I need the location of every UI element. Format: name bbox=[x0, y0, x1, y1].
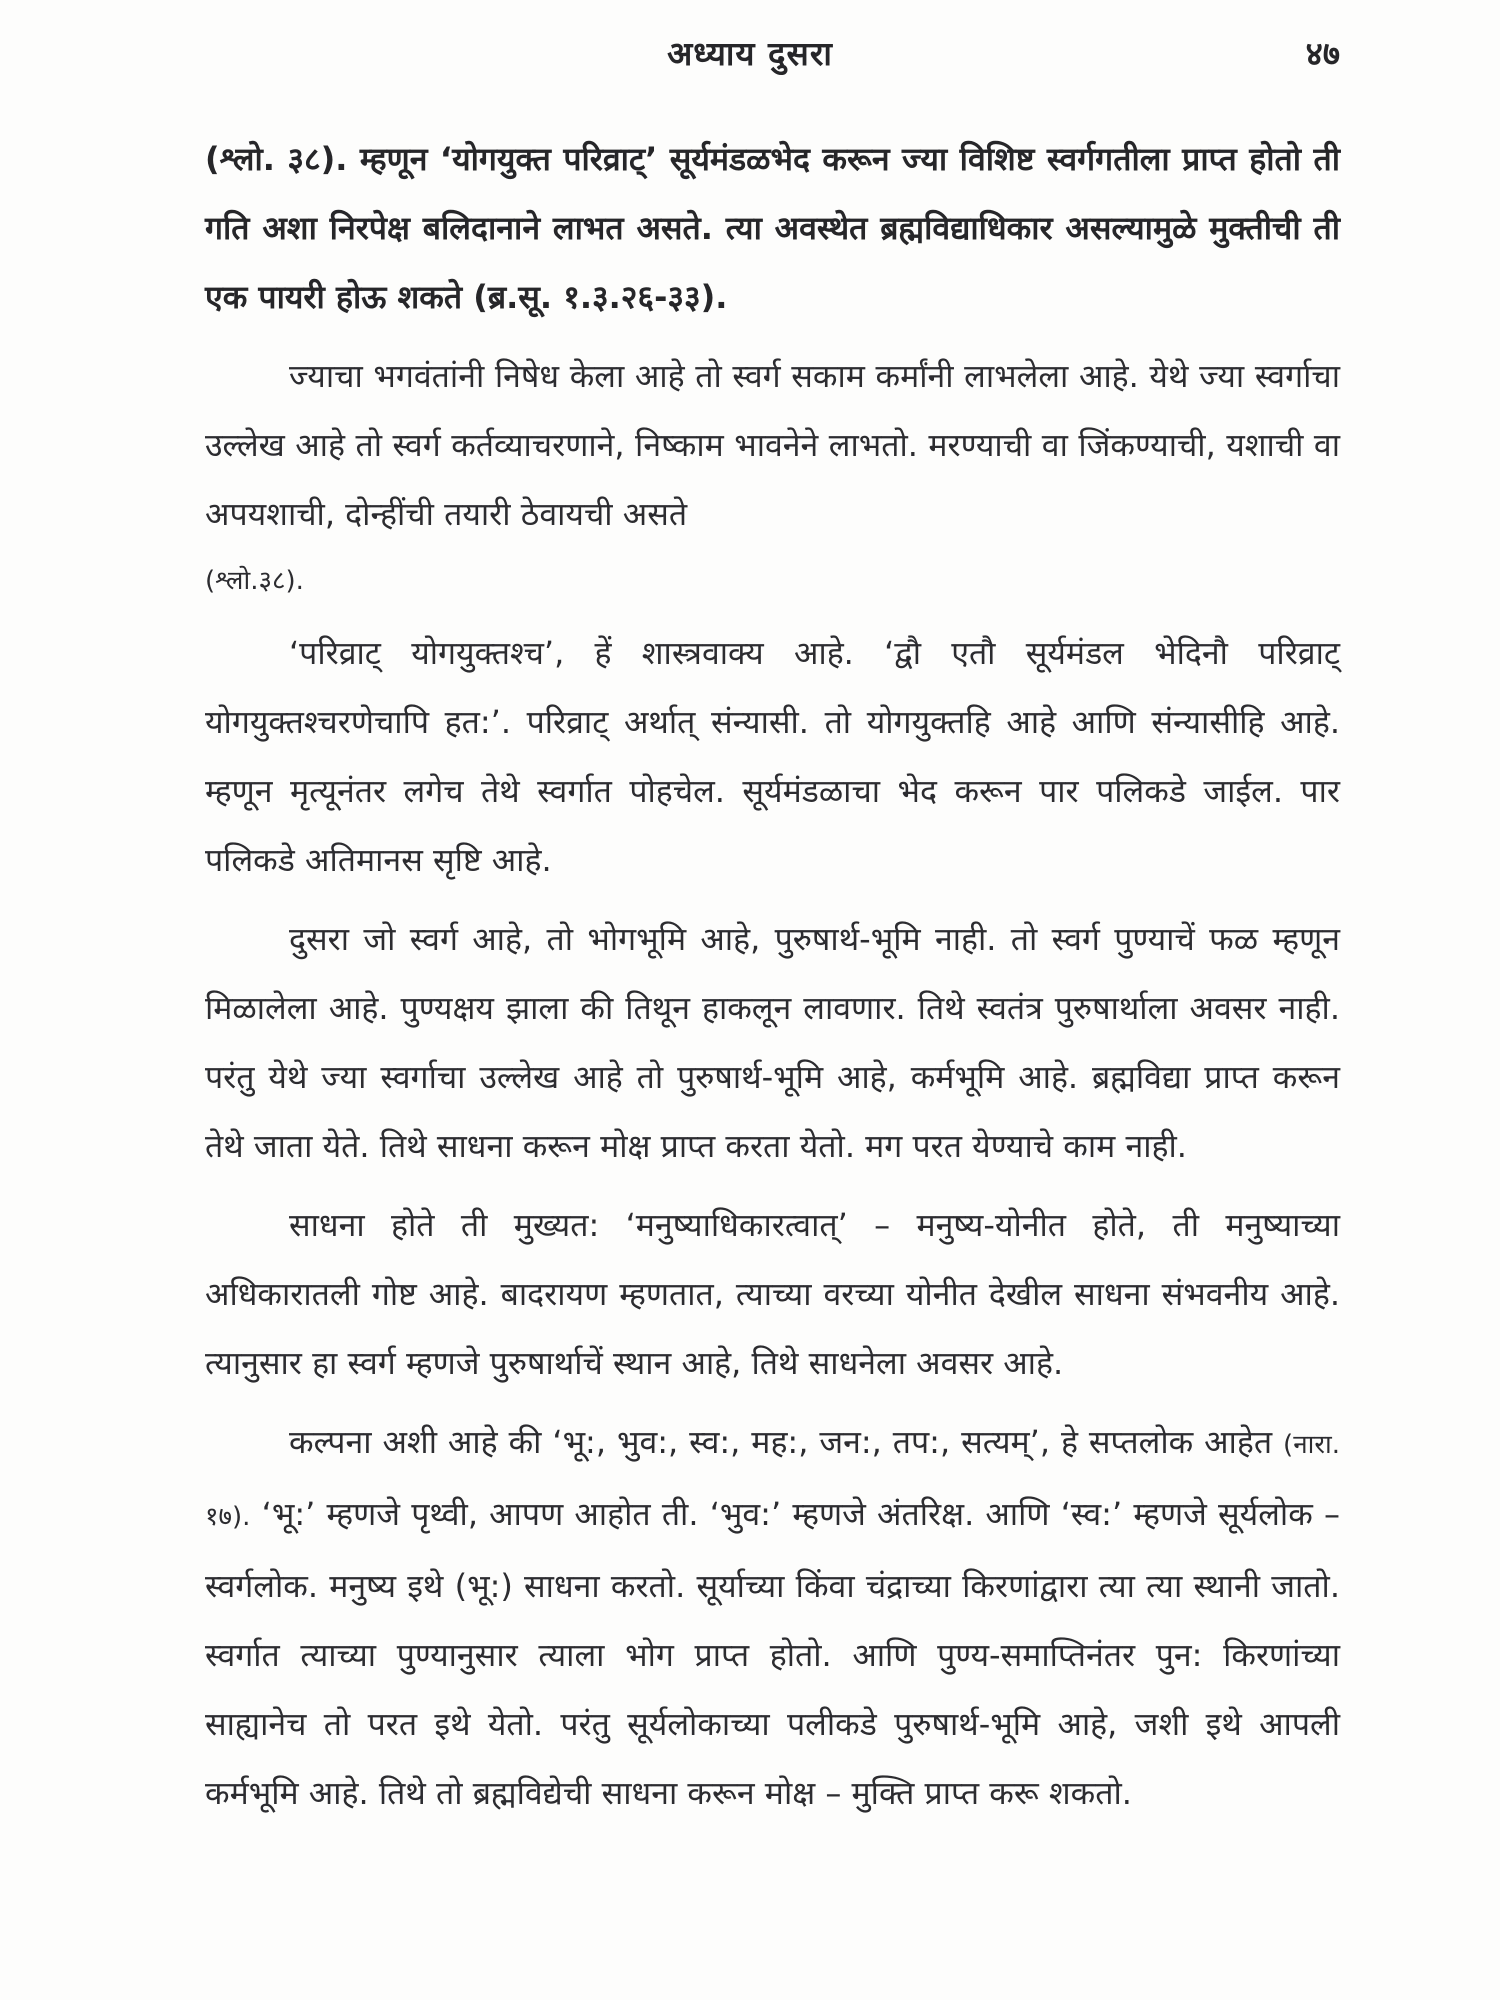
paragraph-4: दुसरा जो स्वर्ग आहे, तो भोगभूमि आहे, पुरुषार्थ-भूमि नाही. तो स्वर्ग पुण्याचें फळ म्हणून मिळालेला आहे. पुण्यक्षय झाला की तिथून हाकलून लावणार. तिथे स्वतंत्र पुरुषार्थाला अवसर नाही. परंतु येथे ज्या स्वर्गाचा उल्लेख आहे तो पुरुषार्थ-भूमि आहे, कर्मभूमि आहे. ब्रह्मविद्या प्राप्त करून तेथे जाता येते. तिथे साधना करून मोक्ष प्राप्त करता येतो. मग परत येण्याचे काम नाही. bbox=[205, 920, 1340, 1165]
running-title: अध्याय दुसरा bbox=[667, 34, 833, 73]
page-header bbox=[0, 30, 1500, 90]
paragraph-5: साधना होते ती मुख्यत: ‘मनुष्याधिकारत्वात्’ – मनुष्य-योनीत होते, ती मनुष्याच्या अधिकारातली गोष्ट आहे. बादरायण म्हणतात, त्याच्या वरच्या योनीत देखील साधना संभवनीय आहे. त्यानुसार हा स्वर्ग म्हणजे पुरुषार्थाचें स्थान आहे, तिथे साधनेला अवसर आहे. bbox=[205, 1206, 1340, 1382]
paragraph-6-reference: (नारा. १७). bbox=[205, 1430, 1340, 1532]
paragraph-3: ‘परिव्राट् योगयुक्तश्च’, हें शास्त्रवाक्य आहे. ‘द्वौ एतौ सूर्यमंडल भेदिनौ परिव्राट् योगयुक्तश्चरणेचापि हत:’. परिव्राट् अर्थात् संन्यासी. तो योगयुक्तहि आहे आणि संन्यासीहि आहे. म्हणून मृत्यूनंतर लगेच तेथे स्वर्गात पोहचेल. सूर्यमंडळाचा भेद करून पार पलिकडे जाईल. पार पलिकडे अतिमानस सृष्टि आहे. bbox=[205, 634, 1340, 879]
body-text bbox=[205, 125, 1340, 1838]
paragraph-6 bbox=[205, 1408, 1340, 1828]
page-number: ४७ bbox=[1305, 34, 1340, 73]
paragraph-6-start: कल्पना अशी आहे की ‘भू:, भुव:, स्व:, मह:, जन:, तप:, सत्यम्’, हे सप्तलोक आहेत bbox=[289, 1423, 1273, 1461]
paragraph-6-end: ‘भू:’ म्हणजे पृथ्वी, आपण आहोत ती. ‘भुव:’ म्हणजे अंतरिक्ष. आणि ‘स्व:’ म्हणजे सूर्यलोक – स्वर्गलोक. मनुष्य इथे (भू:) साधना करतो. सूर्याच्या किंवा चंद्राच्या किरणांद्वारा त्या त्या स्थानी जातो. स्वर्गात त्याच्या पुण्यानुसार त्याला भोग प्राप्त होतो. आणि पुण्य-समाप्तिनंतर पुन: किरणांच्या साह्यानेच तो परत इथे येतो. परंतु सूर्यलोकाच्या पलीकडे पुरुषार्थ-भूमि आहे, जशी इथे आपली कर्मभूमि आहे. तिथे तो ब्रह्मविद्येची साधना करून मोक्ष – मुक्ति प्राप्त करू शकतो. bbox=[205, 1495, 1340, 1812]
paragraph-2: ज्याचा भगवंतांनी निषेध केला आहे तो स्वर्ग सकाम कर्मांनी लाभलेला आहे. येथे ज्या स्वर्गाचा उल्लेख आहे तो स्वर्ग कर्तव्याचरणाने, निष्काम भावनेने लाभतो. मरण्याची वा जिंकण्याची, यशाची वा अपयशाची, दोन्हींची तयारी ठेवायची असते bbox=[205, 357, 1340, 533]
paragraph-1: (श्लो. ३८). म्हणून ‘योगयुक्त परिव्राट्’ सूर्यमंडळभेद करून ज्या विशिष्ट स्वर्गगतीला प्राप्त होतो ती गति अशा निरपेक्ष बलिदानाने लाभत असते. त्या अवस्थेत ब्रह्मविद्याधिकार असल्यामुळे मुक्तीची ती एक पायरी होऊ शकते (ब्र.सू. १.३.२६-३३). bbox=[205, 140, 1340, 316]
paragraph-2-reference: (श्लो.३८). bbox=[205, 566, 304, 596]
